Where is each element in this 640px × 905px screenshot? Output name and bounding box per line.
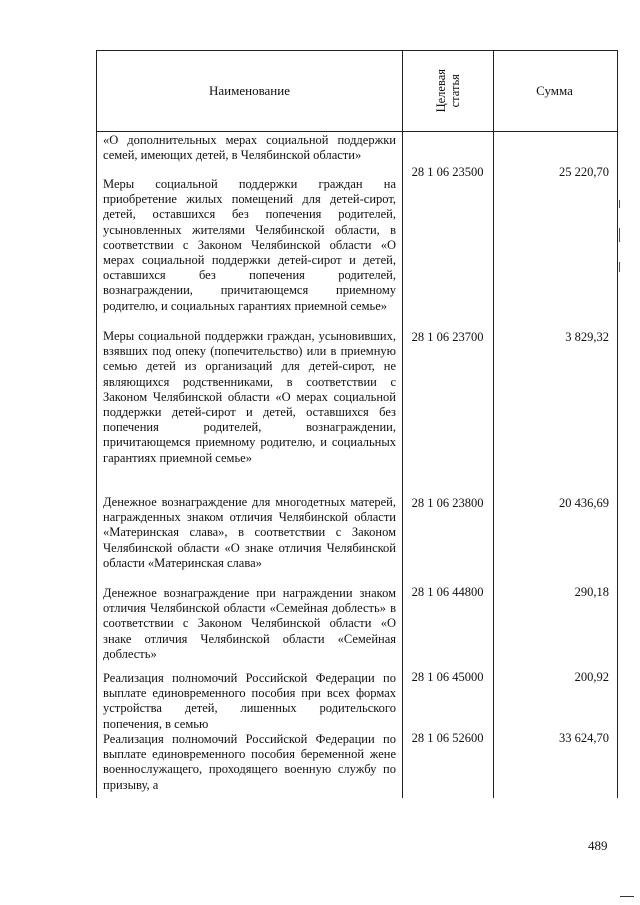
header-sum: Сумма bbox=[493, 51, 615, 131]
row-sum: 20 436,69 bbox=[559, 495, 609, 510]
row-name: Денежное вознаграждение при награждении знаком отличия Челябинской области «Семейная доблесть» в соответствии с Законом Челябинской области «О знаке отличия Челябинской области «Семейная доблесть» bbox=[103, 586, 396, 661]
table-body bbox=[97, 132, 617, 798]
header-code-line2: статья bbox=[448, 74, 462, 108]
row-name: Меры социальной поддержки граждан на приобретение жилых помещений для детей-сирот, детей, оставшихся без попечения родителей, усыновленных жителями Челябинской области, в соответствии с Законом Челябинской области «О мерах социальной поддержки детей-сирот и детей, оставшихся без попечения родителей, вознаграждении, причитающемся приемному родителю, и социальных гарантиях приемной семье» bbox=[103, 177, 396, 313]
row-sum: 290,18 bbox=[574, 584, 609, 599]
row-sum: 3 829,32 bbox=[565, 329, 609, 344]
table-header bbox=[97, 51, 617, 132]
table-row bbox=[97, 177, 617, 345]
table-row bbox=[97, 495, 617, 600]
scan-corner-dash bbox=[620, 896, 634, 897]
row-sum: 25 220,70 bbox=[559, 164, 609, 179]
page-number: 489 bbox=[588, 838, 608, 853]
header-code-label bbox=[434, 69, 462, 112]
header-code-line1: Целевая bbox=[434, 69, 448, 113]
header-name: Наименование bbox=[209, 83, 290, 98]
scan-edge-mark bbox=[619, 200, 620, 208]
row-sum: 33 624,70 bbox=[559, 730, 609, 745]
row-code: 28 1 06 23800 bbox=[411, 495, 484, 510]
scan-edge-mark bbox=[619, 228, 620, 242]
row-name: Меры социальной поддержки граждан, усыновивших, взявших под опеку (попечительство) или в приемную семью детей из организаций для детей-сирот, не являющихся родственниками, в соответствии с Законом Челябинской области «О мерах социальной поддержки детей-сирот и детей, оставшихся без попечения родителей, вознаграждении, причитающемся приемному родителю, и социальных гарантиях приемной семье» bbox=[103, 329, 396, 465]
scan-edge-mark bbox=[619, 262, 620, 272]
row-code: 28 1 06 45000 bbox=[411, 669, 484, 684]
table-row bbox=[97, 329, 617, 511]
row-code: 28 1 06 44800 bbox=[411, 584, 484, 599]
row-sum bbox=[493, 732, 615, 798]
row-code: 28 1 06 23700 bbox=[411, 329, 484, 344]
budget-table bbox=[96, 50, 618, 798]
header-code bbox=[402, 51, 493, 131]
row-name: Денежное вознаграждение для многодетных матерей, награжденных знаком отличия Челябинской области «Материнская слава», в соответствии с Законом Челябинской области «О знаке отличия Челябинской области «Материнская слава» bbox=[103, 495, 396, 570]
row-code: 28 1 06 52600 bbox=[411, 730, 484, 745]
row-code: 28 1 06 23500 bbox=[411, 164, 484, 179]
row-sum: 200,92 bbox=[574, 669, 609, 684]
table-row bbox=[97, 732, 617, 798]
row-name: «О дополнительных мерах социальной поддержки семей, имеющих детей, в Челябинской области» bbox=[103, 133, 396, 163]
row-code bbox=[402, 732, 493, 798]
row-name: Реализация полномочий Российской Федерации по выплате единовременного пособия беременной жене военнослужащего, проходящего военную службу по призыву, а bbox=[103, 732, 396, 792]
row-name: Реализация полномочий Российской Федерации по выплате единовременного пособия при всех формах устройства детей, лишенных родительского попечения, в семью bbox=[103, 671, 396, 731]
